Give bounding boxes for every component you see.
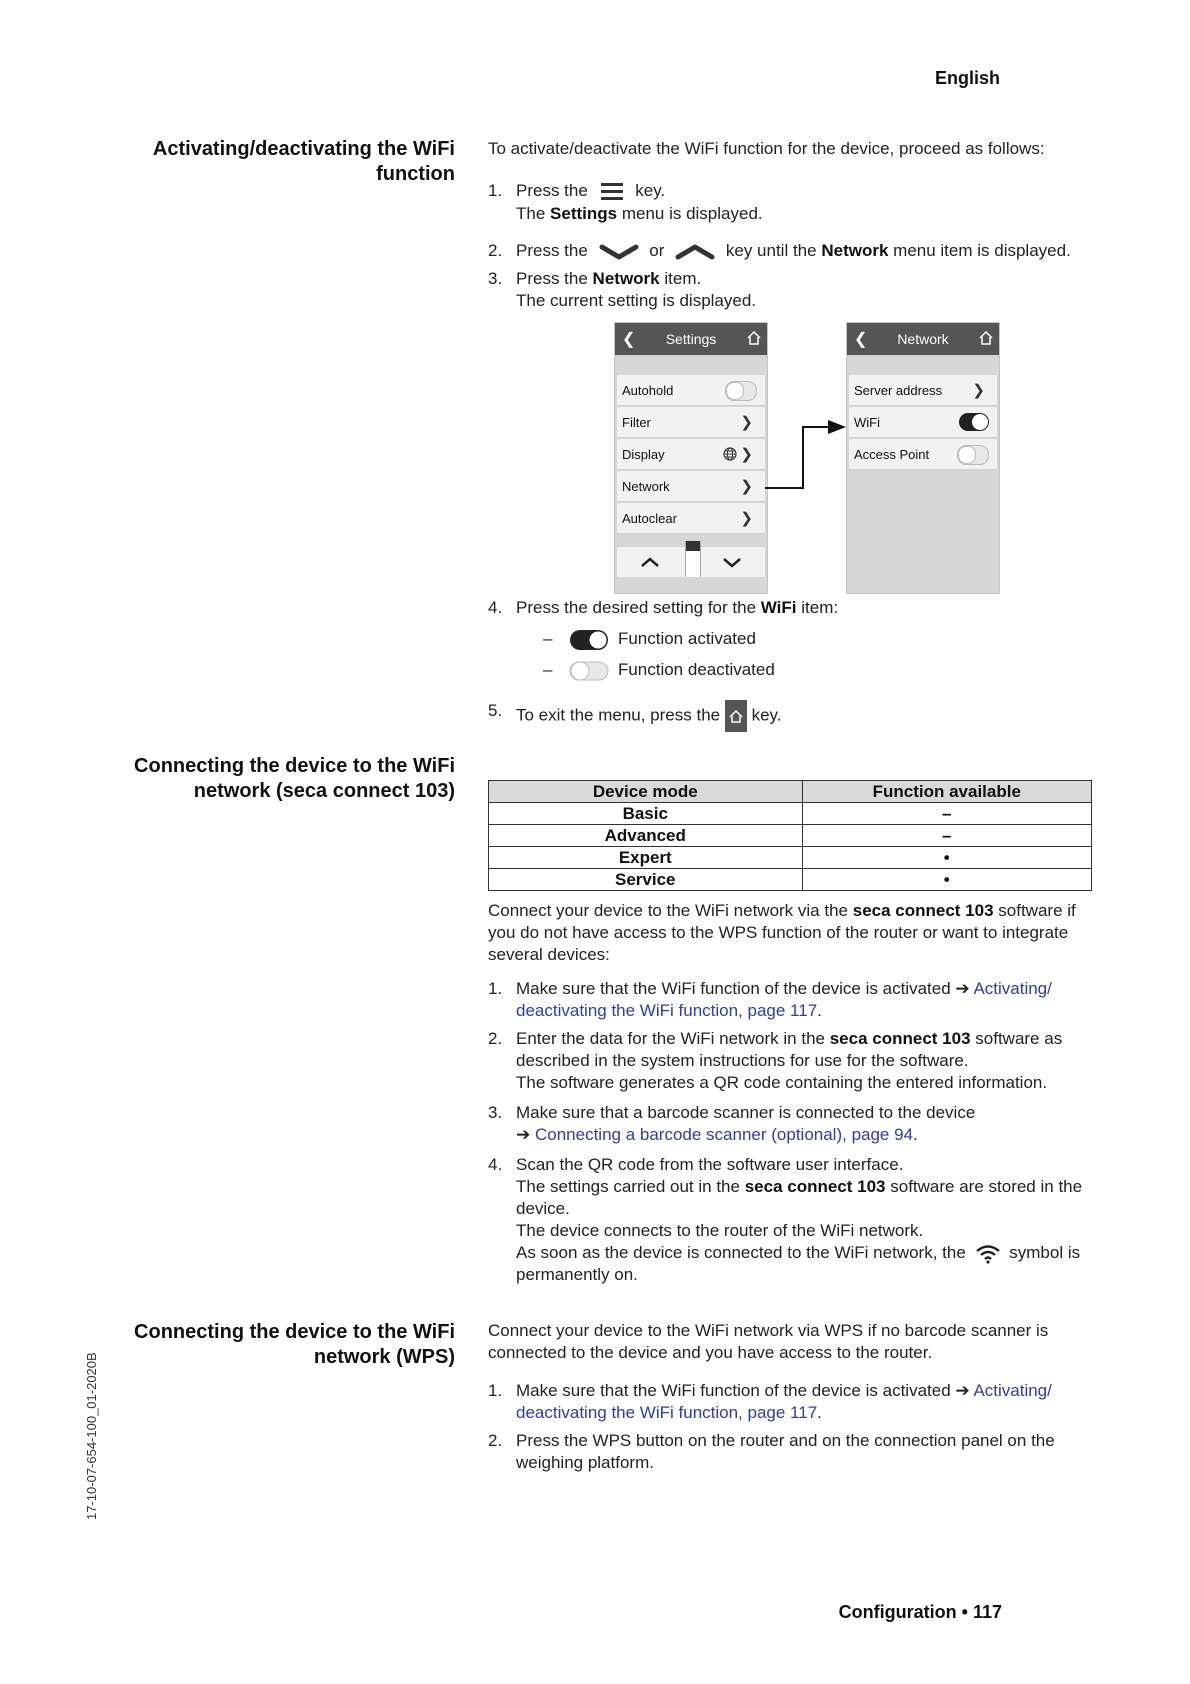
step-4: 4. Press the desired setting for the WiFi item:: [488, 598, 839, 617]
settings-screen-title: Settings: [665, 331, 717, 347]
wifi-icon: [975, 1244, 1001, 1264]
seca-step-4: 4. Scan the QR code from the software user interface. The settings carried out in the seca connect 103 software are stored in the device. The device connects to the router of the WiFi network. As soon as the device is connected to the WiFi network, the symbol is permanently on.: [488, 1155, 1083, 1284]
wps-step-1: 1. Make sure that the WiFi function of the device is activated ➔ Activating/ deactivating the WiFi function, page 117.: [488, 1381, 1052, 1422]
table-header-row: [489, 781, 1092, 803]
chevron-right-icon: ❯: [740, 446, 753, 463]
network-item-wifi[interactable]: WiFi: [849, 407, 997, 438]
settings-item-autohold[interactable]: Autohold: [617, 375, 765, 406]
table-header-function-available: Function available: [802, 781, 1091, 803]
step-3: 3. Press the Network item. The current setting is displayed.: [488, 269, 757, 310]
option-activated: – Function activated: [543, 628, 756, 651]
globe-icon: [723, 447, 737, 461]
chevron-up-icon: [675, 243, 715, 261]
menu-icon: [599, 181, 625, 203]
table-row: Service •: [489, 869, 1092, 891]
network-item-server-address[interactable]: Server address ❯: [849, 375, 997, 406]
settings-nav-bar: [617, 547, 765, 577]
settings-item-display[interactable]: Display ❯: [617, 439, 765, 470]
wps-step-2: 2. Press the WPS button on the router and on the connection panel on the weighing platform.: [488, 1431, 1055, 1472]
seca-step-1: 1. Make sure that the WiFi function of the device is activated ➔ Activating/ deactivating the WiFi function, page 117.: [488, 979, 1052, 1020]
document-id: 17-10-07-654-100_01-2020B: [84, 1352, 99, 1520]
table-row: Advanced –: [489, 825, 1092, 847]
scroll-down-icon[interactable]: [721, 556, 743, 568]
network-screen-header: [847, 323, 999, 355]
intro-text: To activate/deactivate the WiFi function for the device, proceed as follows:: [488, 139, 1045, 158]
language-label: English: [934, 68, 1000, 88]
step-1: 1. Press the key. The Settings menu is displayed.: [488, 181, 763, 223]
autohold-toggle[interactable]: [725, 381, 757, 401]
option-deactivated: – Function deactivated: [543, 659, 775, 682]
toggle-off-icon: [569, 660, 609, 682]
link-activating-wifi[interactable]: Activating/ deactivating the WiFi function, page 117: [516, 1381, 1052, 1422]
table-header-device-mode: Device mode: [489, 781, 803, 803]
network-screen-title: Network: [897, 331, 949, 347]
settings-item-autoclear[interactable]: Autoclear ❯: [617, 503, 765, 534]
step-2: 2. Press the or key until the Network menu item is displayed.: [488, 241, 1071, 260]
step-5: 5. To exit the menu, press the key.: [488, 700, 1088, 732]
link-activating-wifi[interactable]: Activating/ deactivating the WiFi function, page 117: [516, 979, 1052, 1020]
home-key-icon: [725, 700, 747, 732]
access-point-toggle[interactable]: [957, 445, 989, 465]
table-row: Basic –: [489, 803, 1092, 825]
settings-item-network[interactable]: Network ❯: [617, 471, 765, 502]
network-screen: [846, 322, 1000, 594]
chevron-right-icon: ❯: [740, 478, 753, 495]
network-item-access-point[interactable]: Access Point: [849, 439, 997, 470]
chevron-right-icon: ❯: [740, 414, 753, 431]
home-icon[interactable]: [747, 331, 761, 345]
settings-item-filter[interactable]: Filter ❯: [617, 407, 765, 438]
wifi-toggle[interactable]: [959, 413, 989, 431]
section-heading-wps: Connecting the device to the WiFi network (WPS): [134, 1321, 455, 1368]
scroll-up-icon[interactable]: [639, 556, 661, 568]
table-row: Expert •: [489, 847, 1092, 869]
chevron-right-icon: ❯: [740, 510, 753, 527]
section-heading-seca-connect: Connecting the device to the WiFi network (seca connect 103): [134, 755, 455, 802]
page-footer: Configuration • 117: [838, 1602, 1002, 1622]
section-heading-wifi-toggle: Activating/deactivating the WiFi function: [152, 138, 455, 185]
seca-step-2: 2. Enter the data for the WiFi network in the seca connect 103 software as described in the system instructions for use for the software. The software generates a QR code containing the entered information.: [488, 1029, 1063, 1092]
chevron-right-icon: ❯: [972, 382, 985, 399]
seca-connect-intro: Connect your device to the WiFi network via the seca connect 103 software if you do not have access to the WPS function of the router or want to integrate several devices:: [488, 901, 1076, 964]
wps-intro: Connect your device to the WiFi network via WPS if no barcode scanner is connected to the device and you have access to the router.: [488, 1321, 1049, 1362]
back-icon[interactable]: ❮: [622, 331, 636, 348]
scrollbar[interactable]: [685, 541, 701, 577]
seca-step-3: 3. Make sure that a barcode scanner is connected to the device ➔ Connecting a barcode scanner (optional), page 94.: [488, 1103, 976, 1144]
home-icon[interactable]: [979, 331, 993, 345]
settings-screen-header: [615, 323, 767, 355]
toggle-on-icon: [569, 629, 609, 651]
back-icon[interactable]: ❮: [854, 331, 868, 348]
chevron-down-icon: [599, 243, 639, 261]
connector-arrow: [760, 415, 850, 495]
device-mode-table: [488, 780, 1092, 891]
settings-screen: [614, 322, 768, 594]
link-barcode-scanner[interactable]: Connecting a barcode scanner (optional), page 94: [534, 1125, 914, 1144]
